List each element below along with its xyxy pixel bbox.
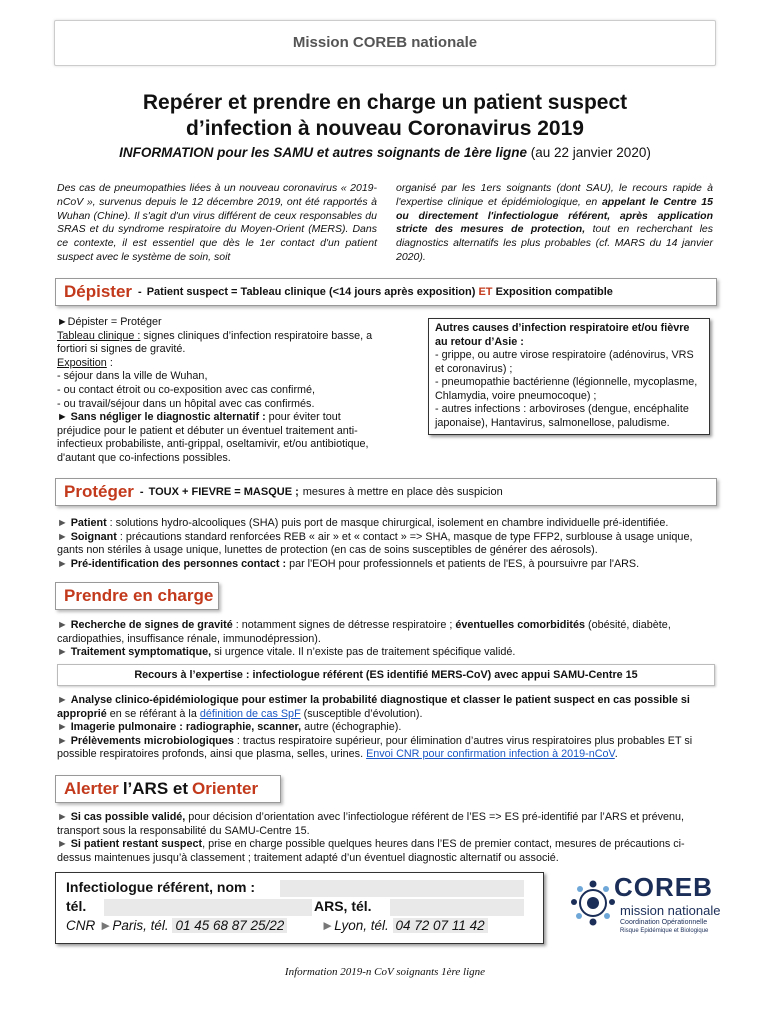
alerter-suspect: ► Si patient restant suspect, prise en charge possible quelques heures dans l’ES de premier contact, mesures de précautions ci-dessus maintenues jusqu’à classement ; traitement adapté d’un éventuel diagnostic alternatif ou associé. [57, 838, 685, 864]
soignant-label: Soignant [70, 530, 117, 543]
exposition-item: - séjour dans la ville de Wuhan, [57, 370, 208, 383]
prendre-body-2 [57, 694, 715, 762]
prendre-gravite: ► Recherche de signes de gravité : notamment signes de détresse respiratoire ; éventuelles comorbidités (obésité, diabète, cardiopathies, insuffisance rénale, immunodépression). [57, 619, 671, 645]
prelevements-label: Prélèvements microbiologiques [70, 734, 234, 747]
analyse-text: en se référant à la [106, 707, 200, 720]
causes-item: - grippe, ou autre virose respiratoire (adénovirus, VRS et coronavirus) ; [435, 349, 694, 375]
gravite-text: : notamment signes de détresse respiratoire ; [232, 619, 456, 631]
depister-title: Dépister [64, 282, 133, 301]
intro-right-b: appelant le Centre 15 ou directement l'infectiologue référent, après application stricte des mesures de protection, [396, 195, 713, 236]
depister-body [57, 316, 375, 466]
analyse-label: Analyse clinico-épidémiologique pour estimer la probabilité diagnostique et classer le patient suspect en cas possible si approprié [57, 694, 690, 720]
alerter-title-c: Orienter [192, 779, 259, 798]
alerter-title-a: Alerter [64, 779, 119, 798]
depister-sub-b: Exposition compatible [495, 286, 613, 298]
traitement-label: Traitement symptomatique, [70, 646, 212, 659]
paris-label: Paris, tél. [112, 918, 169, 933]
referent-name-field[interactable] [280, 880, 524, 897]
exposition-item: - ou travail/séjour dans un hôpital avec cas confirmés. [57, 397, 315, 410]
coreb-logo-line1: mission nationale [620, 903, 721, 918]
alerter-body [57, 811, 715, 865]
recours-box: Recours à l’expertise : infectiologue référent (ES identifié MERS-CoV) avec appui SAMU-Centre 15 [57, 664, 715, 686]
paris-tel: 01 45 68 87 25/22 [172, 918, 287, 933]
coreb-logo-name: COREB [614, 872, 713, 902]
patient-text: : solutions hydro-alcooliques (SHA) puis port de masque chirurgical, isolement en chambre individuelle pré-identifiée. [106, 517, 669, 529]
comorbidites-label: éventuelles comorbidités [455, 619, 585, 631]
ars-tel-label: ARS, tél. [314, 898, 372, 914]
lyon-label: Lyon, tél. [334, 918, 389, 933]
page-subtitle [40, 145, 730, 160]
intro-left: Des cas de pneumopathies liées à un nouveau coronavirus « 2019-nCoV », survenus depuis le 12 décembre 2019, ont été rapportés à Wuhan (Chine). Il s'agit d'un virus différent de ceux responsables du SRAS et du syndrome respiratoire du Moyen-Orient (MERS). Dans ce contexte, il est essentiel que dès le 1er contact d'un patient suspect avec le système de soin, soit [57, 182, 377, 263]
envoi-cnr-link[interactable]: Envoi CNR pour confirmation infection à 2019-nCoV [366, 748, 615, 761]
causes-item: - pneumopathie bactérienne (légionnelle, mycoplasme, Chlamydia, voire pneumocoque) ; [435, 376, 698, 402]
ars-tel-field[interactable] [390, 899, 524, 916]
contact-label: Pré-identification des personnes contact : [70, 557, 287, 570]
tableau-label: Tableau clinique : [57, 329, 141, 342]
proteger-body [57, 517, 715, 571]
proteger-patient: ► Patient : solutions hydro-alcooliques (SHA) puis port de masque chirurgical, isolement en chambre individuelle pré-identifiée. [57, 517, 669, 529]
footer: Information 2019-n CoV soignants 1ère ligne [284, 966, 486, 978]
proteger-contact: ► Pré-identification des personnes contact : par l'EOH pour professionnels et patients de l'ES, à poursuivre par l'ARS. [57, 557, 640, 570]
depister-head: ►Dépister = Protéger [57, 316, 162, 328]
prelevements-text: : tractus respiratoire supérieur, pour élimination d’autres virus respiratoires plus probables ET si possible respiratoires profonds, ainsi que plasma, selles, urines. [57, 734, 693, 761]
tableau-text: signes cliniques d’infection respiratoire basse, a fortiori si signes de gravité. [57, 329, 373, 356]
page-title-line2: d’infection à nouveau Coronavirus 2019 [186, 117, 584, 140]
cas-possible-text: pour décision d’orientation avec l’infectiologue référent de l’ES => ES pré-identifié par l’ARS et prévenu, transport sous la responsabilité du SAMU-Centre 15. [57, 811, 685, 837]
contact-box [55, 872, 544, 944]
depister-dash: - [138, 286, 142, 298]
suspect-text: , prise en charge possible quelques heures dans l’ES de premier contact, mesures de précautions ci-dessus maintenues jusqu’à classement ; traitement adapté d’un éventuel diagnostic alternatif ou associé. [57, 838, 685, 864]
header-label: Mission COREB nationale [292, 34, 478, 51]
proteger-title: Protéger [64, 482, 134, 501]
alerter-title-b: l’ARS et [122, 779, 188, 798]
coreb-logo-line3: Risque Epidémique et Biologique [620, 928, 709, 934]
prendre-imagerie: ► Imagerie pulmonaire : radiographie, scanner, autre (échographie). [57, 721, 402, 734]
analyse-end: (susceptible d’évolution). [300, 707, 423, 720]
depister-tableau [57, 330, 375, 357]
alerter-cas-possible: ► Si cas possible validé, pour décision d’orientation avec l’infectiologue référent de l’ES => ES pré-identifié par l’ARS et prévenu, transport sous la responsabilité du SAMU-Centre 15. [57, 811, 685, 837]
page-title-line1: Repérer et prendre en charge un patient suspect [142, 91, 628, 114]
referent-label: Infectiologue référent, nom : [66, 879, 256, 895]
exposition-label: Exposition [57, 356, 107, 369]
intro-right-c: tout en recherchant les diagnostics alternatifs les plus probables (cf. MARS du 14 janvier 2020). [396, 223, 713, 263]
section-depister [55, 278, 717, 306]
traitement-text: si urgence vitale. Il n’existe pas de traitement spécifique validé. [211, 646, 516, 659]
section-proteger [55, 478, 717, 506]
gravite-label: Recherche de signes de gravité [70, 619, 233, 631]
exposition-item: - ou contact étroit ou co-exposition avec cas confirmé, [57, 383, 316, 396]
header-box [54, 20, 716, 66]
cas-possible-label: Si cas possible validé, [70, 811, 186, 823]
imagerie-label: Imagerie pulmonaire : radiographie, scanner, [70, 721, 302, 734]
depister-subtitle [147, 286, 613, 298]
autres-causes-box [428, 318, 710, 435]
causes-title: Autres causes d’infection respiratoire et/ou fièvre au retour d’Asie : [435, 322, 690, 348]
prendre-prelevements: ► Prélèvements microbiologiques : tractus respiratoire supérieur, pour élimination d’autres virus respiratoires plus probables ET si possible respiratoires profonds, ainsi que plasma, selles, urines. Envoi CNR pour confirmation infection à 2019-nCoV. [57, 734, 693, 761]
depister-sub-a: Patient suspect = Tableau clinique (<14 jours après exposition) [146, 286, 476, 298]
subtitle-date: (au 22 janvier 2020) [530, 145, 651, 160]
cnr-label: CNR [66, 918, 96, 933]
imagerie-text: autre (échographie). [301, 721, 402, 734]
subtitle-bold: INFORMATION pour les SAMU et autres soignants de 1ère ligne [119, 145, 527, 160]
lyon-tel: 04 72 07 11 42 [393, 918, 488, 933]
prendre-title: Prendre en charge [64, 586, 214, 605]
exposition-colon: : [106, 356, 113, 369]
definition-cas-link[interactable]: définition de cas SpF [199, 707, 301, 720]
referent-tel-field[interactable] [104, 899, 312, 916]
prendre-body [57, 619, 715, 660]
intro-right-a: organisé par les 1ers soignants (dont SAU), le recours rapide à l'expertise clinique et épidémiologique, en [396, 182, 713, 208]
depister-sub-et: ET [478, 286, 493, 298]
contact-text: par l'EOH pour professionnels et patients de l'ES, à poursuivre par l'ARS. [286, 557, 640, 570]
referent-tel-label: tél. [66, 898, 87, 914]
intro-right [396, 182, 713, 265]
section-prendre [55, 582, 219, 610]
depister-exposition [57, 357, 375, 371]
section-alerter [55, 775, 281, 803]
comorbidites-text: (obésité, diabète, cardiopathies, insuffisance rénale, immunodépression). [57, 619, 671, 645]
cnr-row: CNR ►Paris, tél. 01 45 68 87 25/22 ►Lyon, tél. 04 72 07 11 42 [66, 918, 488, 933]
alternatif-text: pour éviter tout préjudice pour le patient et débuter un éventuel traitement anti-infectieux probabiliste, anti-grippal, oseltamivir, et/ou antibiotique, d'autant que co-infections possibles. [57, 411, 369, 464]
prendre-traitement: ► Traitement symptomatique, si urgence vitale. Il n’existe pas de traitement spécifique validé. [57, 646, 516, 659]
proteger-sub-a: TOUX + FIEVRE = MASQUE ; [148, 486, 299, 498]
suspect-label: Si patient restant suspect [70, 838, 203, 851]
coreb-gear-icon [568, 878, 618, 928]
prendre-analyse: ► Analyse clinico-épidémiologique pour estimer la probabilité diagnostique et classer le patient suspect en cas possible si approprié en se référant à la définition de cas SpF (susceptible d’évolution). [57, 694, 690, 720]
proteger-dash: - [139, 486, 144, 498]
proteger-soignant: ► Soignant : précautions standard renforcées REB « air » et « contact » => SHA, masque de type FFP2, surblouse à usage unique, gants non stériles à usage unique, lunettes de protection (en cas de soins susceptibles de générer des aérosols). [57, 530, 693, 557]
causes-item: - autres infections : arboviroses (dengue, encéphalite japonaise), Hantavirus, salmonellose, paludisme. [435, 403, 689, 429]
alternatif-bold: ► Sans négliger le diagnostic alternatif : [57, 411, 266, 424]
soignant-text: : précautions standard renforcées REB « air » et « contact » => SHA, masque de type FFP2, surblouse à usage unique, gants non stériles à usage unique, lunettes de protection (en cas de soins susceptibles de générer des aérosols). [57, 530, 693, 557]
depister-alternatif [57, 411, 375, 465]
proteger-sub-b: mesures à mettre en place dès suspicion [302, 486, 503, 498]
patient-label: Patient [70, 517, 107, 529]
coreb-logo-line2: Coordination Opérationnelle [620, 919, 708, 926]
prelevements-end: . [614, 748, 618, 761]
